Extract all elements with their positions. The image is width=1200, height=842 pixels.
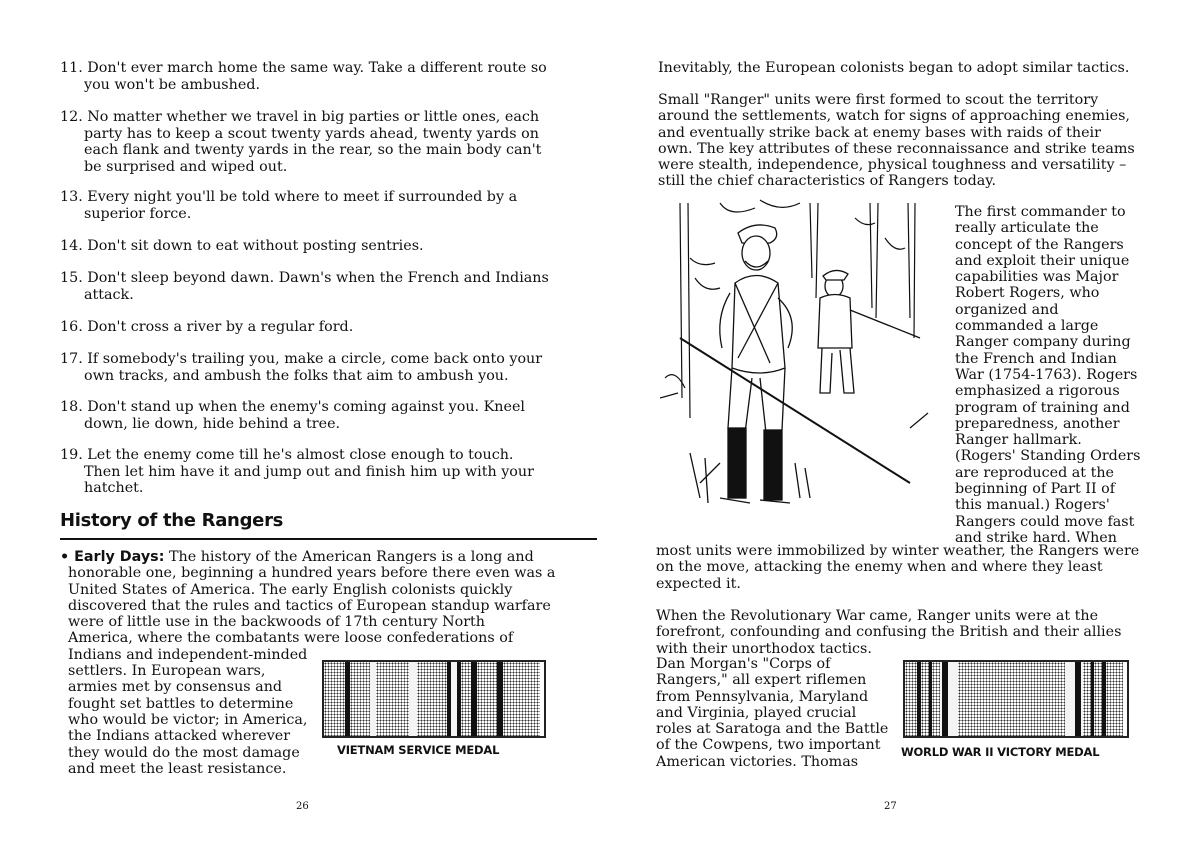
paragraph-line: and Virginia, played crucial — [656, 704, 857, 721]
standing-order-text: 16. Don't cross a river by a regular ford. — [60, 319, 354, 335]
paragraph-small-ranger-units — [658, 92, 1198, 190]
paragraph-rogers-full — [656, 543, 1196, 592]
standing-order-item — [60, 189, 550, 222]
paragraph-line: own. The key attributes of these reconnaissance and strike teams — [658, 140, 1135, 157]
standing-order-text: 18. Don't stand up when the enemy's coming against you. Kneel — [60, 399, 526, 415]
paragraph-line: fought set battles to determine — [68, 695, 294, 712]
standing-order-continuation: down, lie down, hide behind a tree. — [84, 415, 341, 432]
paragraph-line: armies met by consensus and — [68, 679, 283, 696]
paragraph-line: the Indians attacked wherever — [68, 728, 291, 745]
standing-order-item — [60, 447, 550, 497]
paragraph-line: emphasized a rigorous — [955, 383, 1120, 400]
standing-order-item — [60, 109, 550, 175]
paragraph-line: beginning of Part II of — [955, 481, 1116, 498]
paragraph-line: Ranger hallmark. — [955, 432, 1082, 449]
paragraph-line: who would be victor; in America, — [68, 711, 308, 728]
paragraph-line: concept of the Rangers — [955, 236, 1124, 253]
bullet-icon: • — [60, 549, 75, 565]
right-page — [600, 0, 1200, 842]
paragraph-line — [60, 549, 600, 565]
standing-order-continuation: attack. — [84, 286, 134, 303]
paragraph-line: still the chief characteristics of Rangers today. — [658, 173, 996, 190]
paragraph-line: When the Revolutionary War came, Ranger units were at the — [656, 608, 1099, 624]
standing-order-text: 19. Let the enemy come till he's almost close enough to touch. — [60, 447, 514, 463]
standing-order-item — [60, 60, 550, 93]
paragraph-dan-morgan — [656, 656, 896, 770]
paragraph-line: forefront, confounding and confusing the British and their allies — [656, 624, 1122, 641]
paragraph-revolutionary-war — [656, 608, 1196, 657]
paragraph-line: and eventually strike back at enemy bases with raids of their — [658, 124, 1101, 141]
paragraph-line: the French and Indian — [955, 350, 1117, 367]
paragraph-line: expected it. — [656, 575, 741, 592]
paragraph-line: Ranger company during — [955, 334, 1131, 351]
paragraph-text: The history of the American Rangers is a long and — [164, 549, 534, 565]
standing-order-item — [60, 351, 550, 384]
standing-order-continuation: be surprised and wiped out. — [84, 158, 288, 175]
paragraph-line: were stealth, independence, physical toughness and versatility – — [658, 157, 1127, 174]
paragraph-line: and meet the least resistance. — [68, 760, 287, 777]
standing-order-continuation: Then let him have it and jump out and finish him up with your — [84, 463, 534, 480]
standing-order-text: 13. Every night you'll be told where to meet if surrounded by a — [60, 189, 518, 205]
early-days-label: Early Days: — [74, 549, 165, 565]
standing-order-continuation: party has to keep a scout twenty yards ahead, twenty yards on — [84, 125, 539, 142]
paragraph-line: Rangers," all expert riflemen — [656, 672, 867, 689]
paragraph-line: commanded a large — [955, 318, 1099, 335]
paragraph-line: discovered that the rules and tactics of European standup warfare — [68, 597, 551, 614]
paragraph-inevitably — [658, 60, 1198, 76]
standing-order-continuation: own tracks, and ambush the folks that aim to ambush you. — [84, 367, 509, 384]
vietnam-service-medal-ribbon — [322, 660, 546, 738]
page-number-right: 27 — [884, 801, 897, 812]
paragraph-line: United States of America. The early English colonists quickly — [68, 581, 513, 598]
paragraph-line: settlers. In European wars, — [68, 663, 266, 680]
standing-order-text: 15. Don't sleep beyond dawn. Dawn's when the French and Indians — [60, 270, 549, 286]
standing-order-item — [60, 238, 550, 255]
paragraph-line: Inevitably, the European colonists began to adopt similar tactics. — [658, 60, 1130, 76]
paragraph-line: Small "Ranger" units were first formed to scout the territory — [658, 92, 1099, 108]
paragraph-line: from Pennsylvania, Maryland — [656, 688, 869, 705]
paragraph-line: American victories. Thomas — [656, 753, 859, 770]
paragraph-line: really articulate the — [955, 220, 1099, 237]
paragraph-line: and strike hard. When — [955, 529, 1117, 546]
heading-divider — [60, 538, 597, 540]
paragraph-line: this manual.) Rogers' — [955, 497, 1110, 514]
standing-order-text: 14. Don't sit down to eat without posting sentries. — [60, 238, 424, 254]
wwii-medal-caption: WORLD WAR II VICTORY MEDAL — [901, 745, 1100, 759]
paragraph-line: preparedness, another — [955, 415, 1120, 432]
paragraph-line: roles at Saratoga and the Battle — [656, 721, 889, 738]
section-heading: History of the Rangers — [60, 510, 284, 531]
standing-order-item — [60, 270, 550, 303]
standing-order-continuation: hatchet. — [84, 480, 144, 496]
paragraph-line: America, where the combatants were loose confederations of — [68, 630, 514, 647]
paragraph-line: Rangers could move fast — [955, 513, 1135, 530]
paragraph-line: organized and — [955, 301, 1059, 318]
paragraph-rogers-wrapped — [955, 204, 1195, 546]
paragraph-line: capabilities was Major — [955, 269, 1119, 286]
paragraph-line: of the Cowpens, two important — [656, 737, 881, 754]
standing-order-item — [60, 319, 550, 336]
paragraph-line: The first commander to — [955, 204, 1126, 220]
standing-order-text: 12. No matter whether we travel in big parties or little ones, each — [60, 109, 540, 125]
standing-order-continuation: each flank and twenty yards in the rear, so the main body can't — [84, 142, 542, 158]
paragraph-line: with their unorthodox tactics. — [656, 640, 872, 657]
early-days-full-lines — [60, 549, 600, 647]
paragraph-line: (Rogers' Standing Orders — [955, 448, 1141, 465]
ranger-illustration — [660, 198, 935, 520]
vietnam-medal-caption: VIETNAM SERVICE MEDAL — [337, 743, 500, 757]
standing-order-continuation: you won't be ambushed. — [84, 76, 261, 93]
paragraph-line: and exploit their unique — [955, 252, 1130, 269]
standing-order-continuation: superior force. — [84, 205, 192, 222]
standing-order-text: 11. Don't ever march home the same way. Take a different route so — [60, 60, 547, 76]
paragraph-line: Dan Morgan's "Corps of — [656, 656, 831, 672]
paragraph-line: most units were immobilized by winter weather, the Rangers were — [656, 543, 1140, 559]
paragraph-line: Indians and independent-minded — [68, 646, 308, 663]
paragraph-line: on the move, attacking the enemy when and where they least — [656, 559, 1103, 576]
paragraph-line: honorable one, beginning a hundred years before there even was a — [68, 565, 556, 582]
world-war-ii-victory-medal-ribbon — [903, 660, 1129, 738]
paragraph-line: program of training and — [955, 399, 1130, 416]
paragraph-line: Robert Rogers, who — [955, 285, 1100, 302]
page-number-left: 26 — [296, 801, 309, 812]
standing-order-item — [60, 399, 550, 432]
paragraph-line: were of little use in the backwoods of 17th century North — [68, 614, 485, 631]
standing-order-text: 17. If somebody's trailing you, make a circle, come back onto your — [60, 351, 543, 367]
paragraph-line: they would do the most damage — [68, 744, 300, 761]
paragraph-line: are reproduced at the — [955, 464, 1115, 481]
paragraph-line: around the settlements, watch for signs of approaching enemies, — [658, 108, 1130, 125]
paragraph-line: War (1754-1763). Rogers — [955, 366, 1138, 383]
